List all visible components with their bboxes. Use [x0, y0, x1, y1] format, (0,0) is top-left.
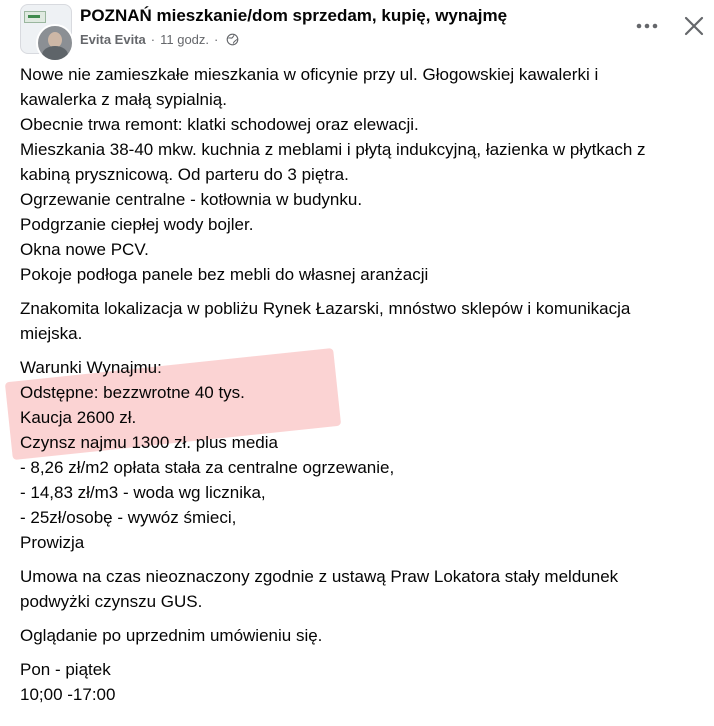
more-horizontal-icon	[636, 23, 658, 29]
text-line: Prowizja	[20, 533, 85, 552]
group-logo-icon	[24, 11, 46, 23]
post-meta	[80, 32, 239, 47]
post-text	[20, 62, 710, 716]
text-line: kawalerka z małą sypialnią.	[20, 90, 227, 109]
text-line: 10;00 -17:00	[20, 685, 116, 704]
author-name-link[interactable]: Evita Evita	[80, 32, 146, 47]
text-line: Pon - piątek	[20, 660, 111, 679]
paragraph-description	[20, 62, 710, 287]
paragraph-hours	[20, 657, 710, 707]
text-line: Znakomita lokalizacja w pobliżu Rynek Łazarski, mnóstwo sklepów i komunikacja	[20, 299, 631, 318]
text-line: Umowa na czas nieoznaczony zgodnie z ustawą Praw Lokatora stały meldunek	[20, 567, 619, 586]
text-line: Okna nowe PCV.	[20, 240, 149, 259]
text-line: - 25zł/osobę - wywóz śmieci,	[20, 508, 237, 527]
text-line: Podgrzanie ciepłej wody bojler.	[20, 215, 254, 234]
author-avatar[interactable]	[36, 24, 74, 62]
paragraph-rental-terms	[20, 355, 710, 555]
text-line: - 8,26 zł/m2 opłata stała za centralne ogrzewanie,	[20, 458, 395, 477]
close-button[interactable]	[680, 12, 708, 40]
more-options-button[interactable]	[633, 12, 661, 40]
post-time-link[interactable]: 11 godz.	[160, 32, 210, 47]
text-line: Nowe nie zamieszkałe mieszkania w oficynie przy ul. Głogowskiej kawalerki i	[20, 65, 599, 84]
post-header	[0, 0, 714, 62]
text-line: Obecnie trwa remont: klatki schodowej oraz elewacji.	[20, 115, 419, 134]
group-title-link[interactable]: POZNAŃ mieszkanie/dom sprzedam, kupię, wynajmę	[80, 6, 508, 25]
text-line: Ogrzewanie centralne - kotłownia w budynku.	[20, 190, 363, 209]
text-line: Mieszkania 38-40 mkw. kuchnia z meblami i płytą indukcyjną, łazienka w płytkach z	[20, 140, 646, 159]
text-line: Pokoje podłoga panele bez mebli do własnej aranżacji	[20, 265, 429, 284]
text-line: miejska.	[20, 324, 83, 343]
paragraph-location	[20, 296, 710, 346]
meta-separator: ·	[150, 32, 156, 47]
text-line: Czynsz najmu 1300 zł. plus media	[20, 433, 278, 452]
text-line: Warunki Wynajmu:	[20, 358, 162, 377]
text-line: Oglądanie po uprzednim umówieniu się.	[20, 626, 323, 645]
paragraph-viewing	[20, 623, 710, 648]
highlighted-line: Kaucja 2600 zł.	[20, 408, 137, 427]
text-line: - 14,83 zł/m3 - woda wg licznika,	[20, 483, 266, 502]
text-line: kabiną prysznicową. Od parteru do 3 piętra.	[20, 165, 349, 184]
globe-icon	[226, 33, 239, 46]
close-icon	[684, 16, 704, 36]
paragraph-contract	[20, 564, 710, 614]
highlighted-line: Odstępne: bezzwrotne 40 tys.	[20, 383, 245, 402]
text-line: podwyżki czynszu GUS.	[20, 592, 203, 611]
meta-separator-2: ·	[214, 32, 219, 47]
